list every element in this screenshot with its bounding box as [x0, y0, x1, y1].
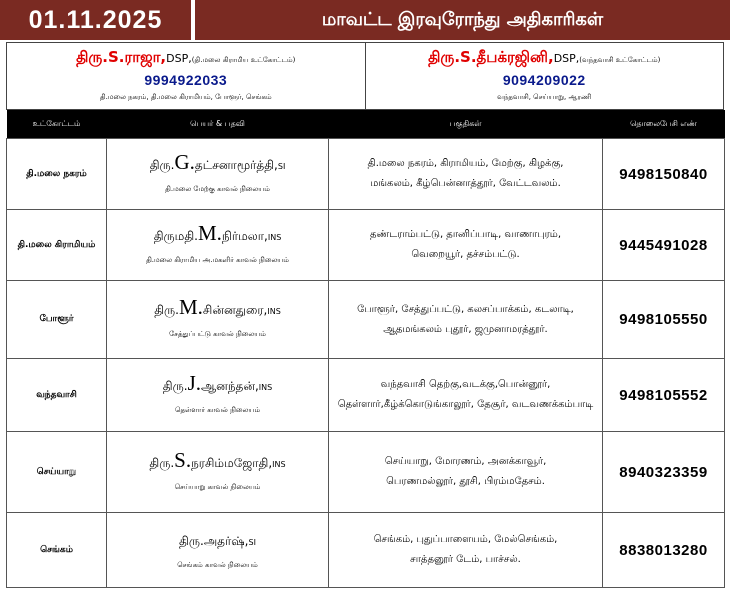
- subdivision-cell: தி.மலை கிராமியம்: [7, 210, 107, 281]
- officer-given-name: சின்னதுரை,: [202, 303, 268, 317]
- dsp-rank: DSP,: [553, 52, 580, 65]
- officer-station: தெள்ளார் காவல் நிலையம்: [175, 405, 260, 414]
- dsp-unit: (தி.மலை கிராமிய உட்கோட்டம்): [191, 56, 296, 64]
- subdivision-cell: செங்கம்: [7, 513, 107, 588]
- areas-line: மங்கலம், கீழ்பென்னாத்தூர், வேட்டவலம்.: [370, 178, 561, 189]
- table-row: [7, 210, 725, 281]
- header-bar: [0, 0, 730, 40]
- dsp-rank: DSP,: [166, 52, 192, 65]
- officer-name: [107, 447, 328, 474]
- dsp-name: திரு.S.ராஜா,: [76, 48, 167, 66]
- dsp-unit: (வந்தவாசி உட்கோட்டம்): [579, 56, 661, 64]
- table-row: [7, 359, 725, 432]
- areas-line: பெரணமல்லூர், தூசி, பிரம்மதேசம்.: [386, 476, 545, 487]
- officer-name: [107, 220, 328, 247]
- officer-given-name: ஆனந்தன்,: [201, 378, 259, 393]
- officer-initial: G.: [174, 149, 195, 174]
- officer-given-name: அதர்ஷ்,: [203, 533, 249, 548]
- areas-cell: [329, 432, 603, 513]
- dsp-phone: 9994922033: [144, 72, 228, 88]
- officer-initial: S.: [174, 447, 192, 472]
- officer-station: செய்யாறு காவல் நிலையம்: [174, 482, 261, 491]
- areas-line: வந்தவாசி தெற்கு,வடக்கு,பொன்னூர்,: [380, 379, 551, 390]
- officer-prefix: திரு.: [154, 303, 179, 317]
- roster-date: 01.11.2025: [0, 0, 195, 40]
- areas-cell: [329, 513, 603, 588]
- areas-cell: [329, 359, 603, 432]
- officer-prefix: திருமதி.: [153, 228, 198, 243]
- areas-line: வெறையூர், தச்சம்பட்டு.: [411, 249, 520, 260]
- dsp-areas: தி.மலை நகரம், தி.மலை கிராமியம், போளூர், செங்கம்: [99, 93, 272, 101]
- areas-line: ஆதமங்கலம் புதூர், ஜமுனாமரத்தூர்.: [383, 323, 548, 335]
- header-name-rank: பெயர் & பதவி: [107, 110, 329, 139]
- officer-cell: [107, 513, 329, 588]
- dsp-officers: [6, 42, 724, 110]
- phone-cell: 9498150840: [603, 139, 725, 210]
- header-phone: தொலைபேசி எண்: [603, 110, 725, 139]
- header-subdivision: உட்கோட்டம்: [7, 110, 107, 139]
- dsp-name-line: [366, 47, 724, 70]
- areas-line: சாத்தனூர் டேம், பாச்சல்.: [410, 554, 521, 565]
- areas-cell: [329, 210, 603, 281]
- officer-cell: [107, 210, 329, 281]
- areas-cell: [329, 281, 603, 359]
- phone-cell: 9498105552: [603, 359, 725, 432]
- officer-initial: M.: [197, 220, 222, 245]
- patrol-table: [6, 110, 725, 588]
- officer-rank: INS: [258, 382, 273, 392]
- officer-cell: [107, 139, 329, 210]
- header-areas: பகுதிகள்: [329, 110, 603, 139]
- areas-line: தண்டராம்பட்டு, தானிப்பாடி, வாணாபுரம்,: [369, 229, 562, 240]
- phone-cell: 8940323359: [603, 432, 725, 513]
- officer-cell: [107, 432, 329, 513]
- officer-initial: M.: [178, 295, 203, 319]
- officer-name: [107, 295, 328, 321]
- officer-name: [107, 370, 328, 397]
- table-row: [7, 513, 725, 588]
- areas-line: தெள்ளார்,கீழ்க்கொடுங்காலூர், தேசூர், வடவணக்கம்பாடி: [337, 399, 594, 410]
- officer-prefix: திரு.: [179, 533, 204, 548]
- officer-name: [107, 149, 328, 176]
- officer-given-name: நரசிம்மஜோதி,: [191, 455, 273, 470]
- areas-cell: [329, 139, 603, 210]
- table-row: [7, 139, 725, 210]
- subdivision-cell: செய்யாறு: [7, 432, 107, 513]
- table-header-row: [7, 110, 725, 139]
- areas-line: போளூர், சேத்துப்பட்டு, கலசப்பாக்கம், கடலாடி,: [357, 303, 574, 315]
- phone-cell: 8838013280: [603, 513, 725, 588]
- dsp-areas: வந்தவாசி, செய்யாறு, ஆரணி: [497, 93, 592, 101]
- officer-prefix: திரு.: [149, 455, 175, 470]
- dsp-card-1: [6, 42, 366, 110]
- dsp-name: திரு.S.தீபக்ரஜினி,: [428, 48, 554, 66]
- officer-cell: [107, 281, 329, 359]
- officer-name: [107, 529, 328, 552]
- officer-rank: SI: [248, 537, 256, 547]
- table-row: [7, 432, 725, 513]
- officer-prefix: திரு.: [149, 157, 175, 172]
- page-title: மாவட்ட இரவுரோந்து அதிகாரிகள்: [195, 0, 730, 40]
- officer-rank: SI: [277, 161, 286, 171]
- dsp-card-2: [366, 42, 725, 110]
- officer-rank: INS: [267, 232, 282, 242]
- subdivision-cell: தி.மலை நகரம்: [7, 139, 107, 210]
- areas-line: செங்கம், புதுப்பாளையம், மேல்செங்கம்,: [373, 534, 558, 545]
- officer-rank: INS: [272, 459, 286, 469]
- officer-station: சேத்துப்பட்டு காவல் நிலையம்: [169, 330, 266, 338]
- areas-line: செய்யாறு, மோரணம், அனக்காவூர்,: [384, 456, 547, 467]
- officer-given-name: நிர்மலா,: [221, 228, 268, 243]
- dsp-phone: 9094209022: [502, 72, 586, 88]
- phone-cell: 9498105550: [603, 281, 725, 359]
- officer-station: செங்கம் காவல் நிலையம்: [177, 560, 258, 569]
- officer-rank: INS: [267, 307, 281, 316]
- officer-prefix: திரு.: [162, 378, 188, 393]
- officer-station: தி.மலை கிராமிய அ.மகளிர் காவல் நிலையம்: [146, 255, 289, 264]
- table-row: [7, 281, 725, 359]
- officer-cell: [107, 359, 329, 432]
- dsp-name-line: [7, 47, 365, 70]
- phone-cell: 9445491028: [603, 210, 725, 281]
- officer-initial: J.: [187, 370, 201, 395]
- subdivision-cell: வந்தவாசி: [7, 359, 107, 432]
- officer-given-name: தட்சனாமூர்த்தி,: [194, 157, 278, 172]
- subdivision-cell: போளூர்: [7, 281, 107, 359]
- areas-line: தி.மலை நகரம், கிராமியம், மேற்கு, கிழக்கு,: [367, 158, 564, 169]
- officer-station: தி.மலை மேற்கு காவல் நிலையம்: [165, 184, 270, 193]
